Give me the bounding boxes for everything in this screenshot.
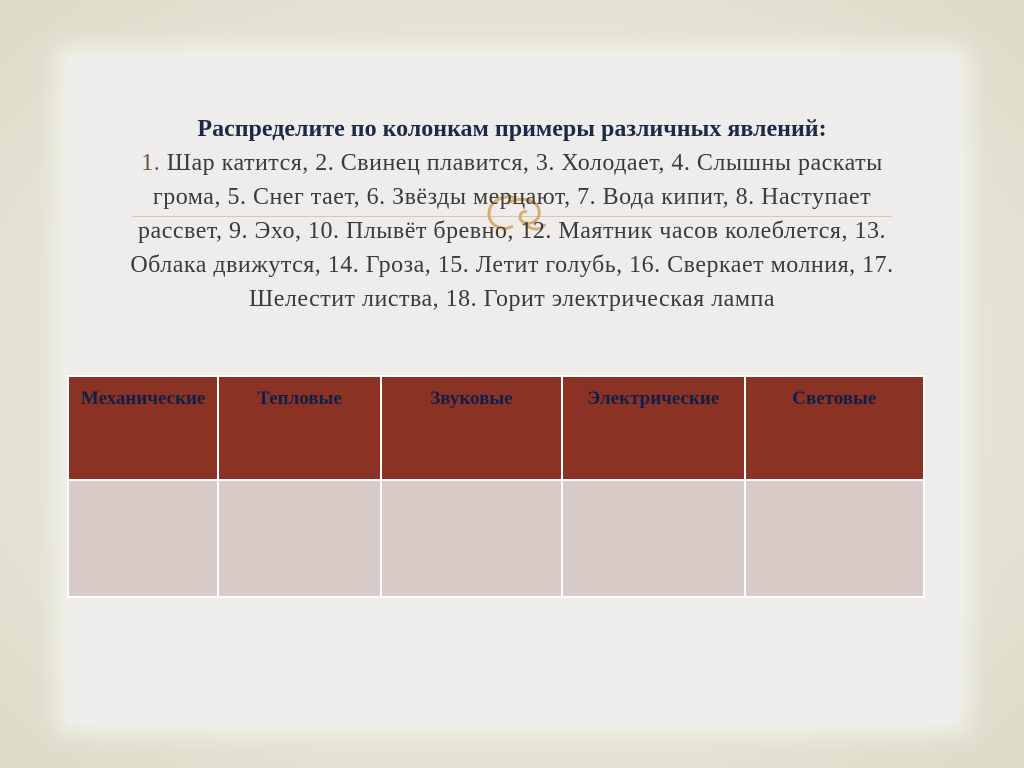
task-line-3: рассвет, 9. Эхо, 10. Плывёт бревно, 12. Маятник часов колеблется, 13.: [138, 218, 886, 244]
task-line-number: 1.: [141, 150, 161, 176]
column-header-electrical: Электрические: [562, 376, 744, 480]
task-body: [78, 146, 946, 316]
table-cell-mechanical[interactable]: [68, 480, 218, 597]
task-line-text: Шар катится, 2. Свинец плавится, 3. Холодает, 4. Слышны раскаты: [160, 150, 883, 176]
table-header-row: [68, 376, 924, 480]
task-line-2: грома, 5. Снег тает, 6. Звёзды мерцают, 7. Вода кипит, 8. Наступает: [152, 184, 872, 210]
task-line-5: Шелестит листва, 18. Горит электрическая лампа: [248, 286, 776, 312]
phenomena-table: [67, 375, 925, 598]
table-cell-sound[interactable]: [381, 480, 562, 597]
column-header-mechanical: Механические: [68, 376, 218, 480]
column-header-sound: Звуковые: [381, 376, 562, 480]
column-header-light: Световые: [745, 376, 924, 480]
task-line-4: Облака движутся, 14. Гроза, 15. Летит голубь, 16. Сверкает молния, 17.: [130, 252, 894, 278]
task-heading: Распределите по колонкам примеры различных явлений:: [197, 116, 827, 142]
table-row: [68, 480, 924, 597]
task-line-1: [141, 150, 882, 176]
task-text-block: [78, 112, 946, 316]
table-cell-electrical[interactable]: [562, 480, 744, 597]
table-cell-thermal[interactable]: [218, 480, 380, 597]
table-cell-light[interactable]: [745, 480, 924, 597]
column-header-thermal: Тепловые: [218, 376, 380, 480]
